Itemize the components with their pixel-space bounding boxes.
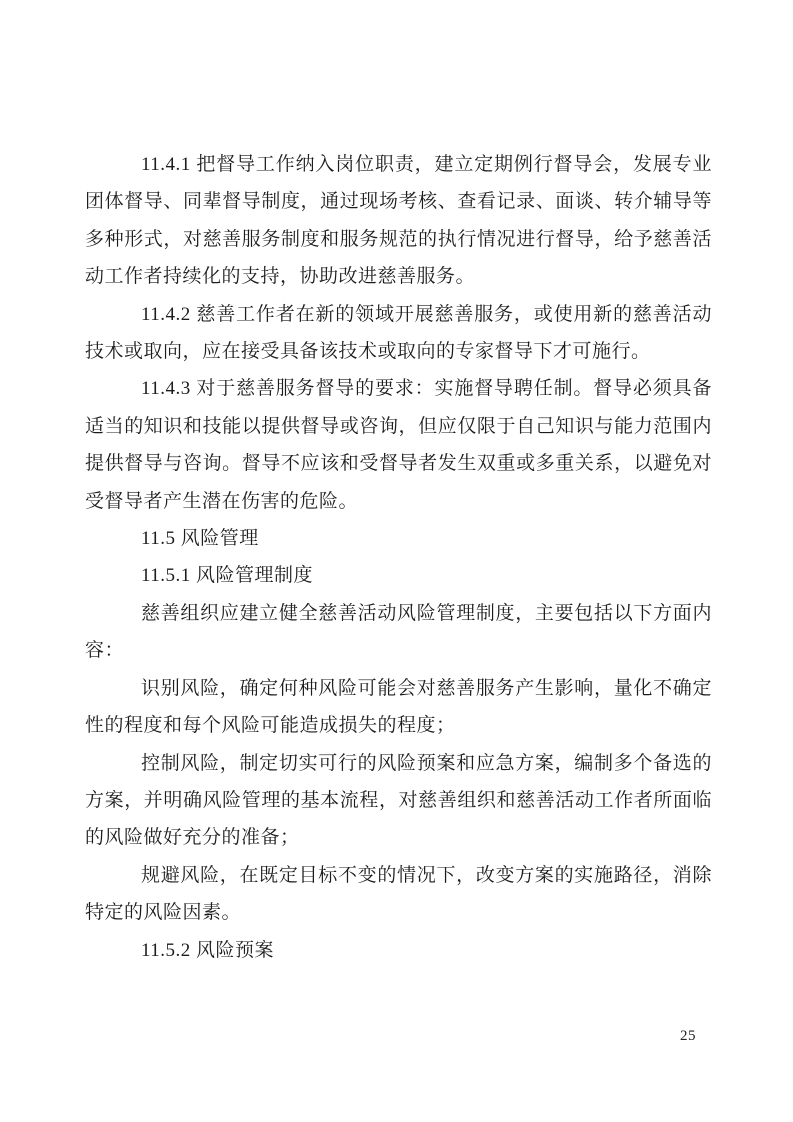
- paragraph-11-4-3: 11.4.3 对于慈善服务督导的要求：实施督导聘任制。督导必须具备适当的知识和技能以提供督导或咨询，但应仅限于自己知识与能力范围内提供督导与咨询。督导不应该和受督导者发生双重或多重关系，以避免对受督导者产生潜在伤害的危险。: [85, 378, 712, 512]
- paragraph-11-4-2: 11.4.2 慈善工作者在新的领域开展慈善服务，或使用新的慈善活动技术或取向，应在接受具备该技术或取向的专家督导下才可施行。: [85, 303, 712, 363]
- paragraph-risk-system-intro: 慈善组织应建立健全慈善活动风险管理制度，主要包括以下方面内容：: [85, 602, 712, 662]
- heading-11-5-2: 11.5.2 风险预案: [141, 939, 275, 961]
- paragraph-11-4-1: 11.4.1 把督导工作纳入岗位职责，建立定期例行督导会，发展专业团体督导、同辈督导制度，通过现场考核、查看记录、面谈、转介辅导等多种形式，对慈善服务制度和服务规范的执行情况进行督导，给予慈善活动工作者持续化的支持，协助改进慈善服务。: [85, 154, 712, 288]
- heading-11-5: 11.5 风险管理: [141, 528, 259, 550]
- heading-11-5-1: 11.5.1 风险管理制度: [141, 565, 314, 587]
- document-body: [85, 146, 712, 969]
- paragraph-control-risk: 控制风险，制定切实可行的风险预案和应急方案，编制多个备选的方案，并明确风险管理的基本流程，对慈善组织和慈善活动工作者所面临的风险做好充分的准备；: [85, 752, 712, 849]
- page-number: 25: [680, 1028, 696, 1044]
- paragraph-avoid-risk: 规避风险，在既定目标不变的情况下，改变方案的实施路径，消除特定的风险因素。: [85, 864, 712, 924]
- paragraph-identify-risk: 识别风险，确定何种风险可能会对慈善服务产生影响，量化不确定性的程度和每个风险可能造成损失的程度；: [85, 677, 712, 737]
